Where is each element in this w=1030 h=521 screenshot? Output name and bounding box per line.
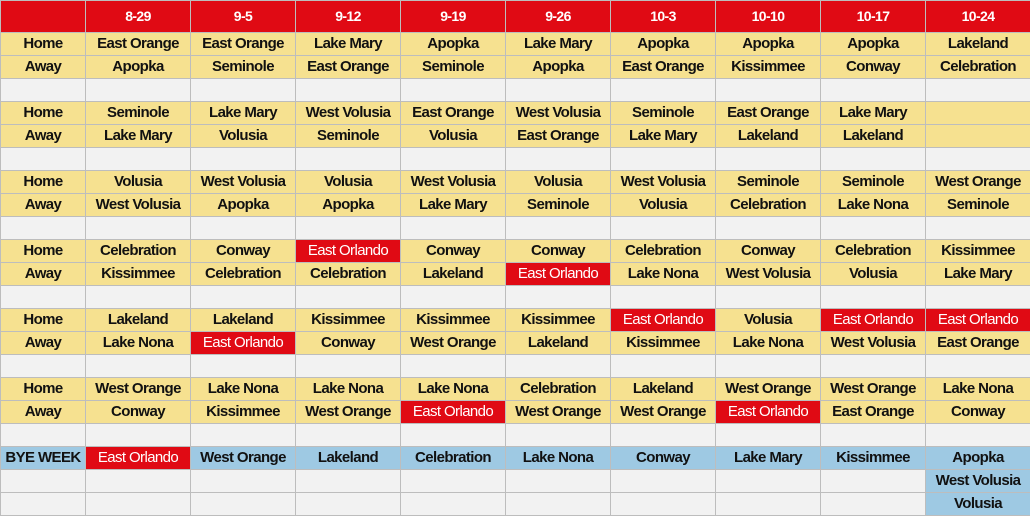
team-cell: Lake Mary (191, 102, 296, 125)
team-cell: East Orlando (401, 401, 506, 424)
empty-cell (296, 79, 401, 102)
empty-cell (716, 355, 821, 378)
empty-cell (1, 148, 86, 171)
team-cell: Lake Mary (296, 33, 401, 56)
row-label: Home (1, 240, 86, 263)
team-cell: Lakeland (611, 378, 716, 401)
week-date-header: 9-19 (401, 1, 506, 33)
team-cell: West Volusia (821, 332, 926, 355)
team-cell: East Orange (611, 56, 716, 79)
empty-cell (296, 493, 401, 516)
team-cell: Lake Mary (821, 102, 926, 125)
bye-week-row (1, 493, 1030, 516)
empty-cell (506, 493, 611, 516)
empty-cell (926, 355, 1030, 378)
week-date-header: 9-12 (296, 1, 401, 33)
team-cell: Lake Nona (296, 378, 401, 401)
empty-cell (926, 125, 1030, 148)
team-cell: Seminole (401, 56, 506, 79)
empty-cell (296, 148, 401, 171)
team-cell: Conway (716, 240, 821, 263)
row-label: Home (1, 309, 86, 332)
empty-cell (86, 148, 191, 171)
empty-cell (86, 424, 191, 447)
empty-cell (611, 470, 716, 493)
empty-cell (86, 355, 191, 378)
team-cell: East Orlando (296, 240, 401, 263)
team-cell: Kissimmee (401, 309, 506, 332)
team-cell: Lakeland (926, 33, 1030, 56)
row-label: Away (1, 194, 86, 217)
empty-cell (296, 286, 401, 309)
team-cell: Lakeland (821, 125, 926, 148)
empty-cell (611, 79, 716, 102)
empty-cell (1, 424, 86, 447)
week-date-header: 9-26 (506, 1, 611, 33)
team-cell: East Orlando (86, 447, 191, 470)
empty-cell (716, 286, 821, 309)
team-cell: West Volusia (86, 194, 191, 217)
empty-cell (926, 217, 1030, 240)
team-cell: Lake Nona (401, 378, 506, 401)
home-row (1, 378, 1030, 401)
week-date-header: 9-5 (191, 1, 296, 33)
empty-cell (611, 493, 716, 516)
row-label (1, 470, 86, 493)
row-label: Away (1, 263, 86, 286)
team-cell: Conway (926, 401, 1030, 424)
empty-cell (296, 217, 401, 240)
empty-cell (611, 217, 716, 240)
team-cell: Kissimmee (191, 401, 296, 424)
team-cell: Conway (401, 240, 506, 263)
away-row (1, 263, 1030, 286)
empty-cell (296, 424, 401, 447)
empty-cell (611, 424, 716, 447)
team-cell: West Orange (506, 401, 611, 424)
team-cell: Celebration (821, 240, 926, 263)
team-cell: Lakeland (716, 125, 821, 148)
empty-cell (191, 79, 296, 102)
week-date-header: 10-3 (611, 1, 716, 33)
week-date-header: 10-10 (716, 1, 821, 33)
team-cell: East Orange (191, 33, 296, 56)
team-cell: Apopka (821, 33, 926, 56)
empty-cell (716, 148, 821, 171)
team-cell: Kissimmee (86, 263, 191, 286)
team-cell: West Volusia (611, 171, 716, 194)
empty-cell (86, 493, 191, 516)
team-cell: Lakeland (86, 309, 191, 332)
team-cell: Lake Mary (611, 125, 716, 148)
team-cell: West Volusia (191, 171, 296, 194)
empty-cell (86, 286, 191, 309)
team-cell: Lakeland (401, 263, 506, 286)
empty-cell (506, 355, 611, 378)
team-cell: Lake Nona (86, 332, 191, 355)
empty-cell (716, 493, 821, 516)
schedule-body (1, 33, 1030, 516)
empty-cell (191, 470, 296, 493)
team-cell: Lake Nona (191, 378, 296, 401)
team-cell: Lake Nona (506, 447, 611, 470)
empty-cell (926, 424, 1030, 447)
team-cell: West Volusia (401, 171, 506, 194)
team-cell: East Orlando (506, 263, 611, 286)
empty-cell (1, 355, 86, 378)
empty-cell (506, 79, 611, 102)
team-cell: West Volusia (296, 102, 401, 125)
empty-cell (716, 217, 821, 240)
team-cell: Celebration (506, 378, 611, 401)
home-row (1, 171, 1030, 194)
row-label: Home (1, 171, 86, 194)
row-label: Home (1, 33, 86, 56)
empty-cell (821, 470, 926, 493)
empty-cell (401, 286, 506, 309)
empty-cell (191, 424, 296, 447)
team-cell: Kissimmee (296, 309, 401, 332)
team-cell: West Orange (191, 447, 296, 470)
team-cell: West Orange (821, 378, 926, 401)
team-cell: Conway (821, 56, 926, 79)
team-cell: East Orange (86, 33, 191, 56)
team-cell: Lake Mary (926, 263, 1030, 286)
team-cell: Volusia (611, 194, 716, 217)
team-cell: Kissimmee (716, 56, 821, 79)
team-cell: Kissimmee (821, 447, 926, 470)
empty-cell (506, 470, 611, 493)
team-cell: Celebration (191, 263, 296, 286)
team-cell: Conway (191, 240, 296, 263)
team-cell: Apopka (191, 194, 296, 217)
team-cell: Conway (296, 332, 401, 355)
team-cell: Apopka (296, 194, 401, 217)
team-cell: Apopka (926, 447, 1030, 470)
team-cell: Seminole (716, 171, 821, 194)
team-cell: Lake Mary (401, 194, 506, 217)
team-cell: Kissimmee (926, 240, 1030, 263)
empty-cell (191, 286, 296, 309)
empty-cell (926, 79, 1030, 102)
team-cell: Seminole (296, 125, 401, 148)
row-label: Away (1, 56, 86, 79)
team-cell: West Orange (716, 378, 821, 401)
team-cell: West Orange (926, 171, 1030, 194)
team-cell: Seminole (821, 171, 926, 194)
team-cell: Volusia (506, 171, 611, 194)
row-label: Home (1, 378, 86, 401)
empty-cell (611, 286, 716, 309)
team-cell: Lake Nona (926, 378, 1030, 401)
team-cell: Volusia (926, 493, 1030, 516)
team-cell: Lake Nona (821, 194, 926, 217)
team-cell: East Orlando (821, 309, 926, 332)
team-cell: Apopka (716, 33, 821, 56)
empty-cell (191, 355, 296, 378)
row-label: BYE WEEK (1, 447, 86, 470)
team-cell: Seminole (611, 102, 716, 125)
bye-week-row (1, 447, 1030, 470)
spacer-row (1, 217, 1030, 240)
team-cell: Volusia (821, 263, 926, 286)
empty-cell (86, 470, 191, 493)
team-cell: Lakeland (191, 309, 296, 332)
team-cell: Seminole (506, 194, 611, 217)
empty-cell (191, 148, 296, 171)
empty-cell (1, 286, 86, 309)
empty-cell (821, 355, 926, 378)
team-cell: Celebration (716, 194, 821, 217)
empty-cell (296, 470, 401, 493)
bye-week-row (1, 470, 1030, 493)
team-cell: Celebration (926, 56, 1030, 79)
team-cell: West Orange (296, 401, 401, 424)
empty-cell (506, 217, 611, 240)
team-cell: Volusia (86, 171, 191, 194)
team-cell: Apopka (611, 33, 716, 56)
empty-cell (821, 493, 926, 516)
away-row (1, 332, 1030, 355)
team-cell: East Orlando (611, 309, 716, 332)
team-cell: Kissimmee (506, 309, 611, 332)
team-cell: Celebration (296, 263, 401, 286)
empty-cell (821, 286, 926, 309)
team-cell: East Orlando (716, 401, 821, 424)
team-cell: East Orange (506, 125, 611, 148)
row-label: Away (1, 332, 86, 355)
row-label (1, 493, 86, 516)
empty-cell (401, 217, 506, 240)
team-cell: East Orange (401, 102, 506, 125)
team-cell: East Orange (926, 332, 1030, 355)
team-cell: Seminole (191, 56, 296, 79)
empty-cell (401, 148, 506, 171)
team-cell: Lake Nona (716, 332, 821, 355)
empty-cell (401, 424, 506, 447)
team-cell: East Orange (821, 401, 926, 424)
header-corner-cell (1, 1, 86, 33)
empty-cell (926, 286, 1030, 309)
empty-cell (506, 286, 611, 309)
empty-cell (821, 424, 926, 447)
team-cell: Lakeland (506, 332, 611, 355)
team-cell: Volusia (716, 309, 821, 332)
away-row (1, 194, 1030, 217)
spacer-row (1, 286, 1030, 309)
team-cell: Kissimmee (611, 332, 716, 355)
team-cell: East Orange (716, 102, 821, 125)
team-cell: Lake Mary (86, 125, 191, 148)
empty-cell (716, 79, 821, 102)
home-row (1, 240, 1030, 263)
row-label: Away (1, 401, 86, 424)
empty-cell (716, 470, 821, 493)
team-cell: Apopka (86, 56, 191, 79)
team-cell: Lakeland (296, 447, 401, 470)
team-cell: Apopka (401, 33, 506, 56)
empty-cell (716, 424, 821, 447)
team-cell: Volusia (401, 125, 506, 148)
team-cell: West Orange (86, 378, 191, 401)
team-cell: Lake Mary (716, 447, 821, 470)
empty-cell (611, 355, 716, 378)
empty-cell (506, 424, 611, 447)
empty-cell (821, 79, 926, 102)
week-date-header: 8-29 (86, 1, 191, 33)
team-cell: West Orange (611, 401, 716, 424)
empty-cell (506, 148, 611, 171)
team-cell: Seminole (926, 194, 1030, 217)
team-cell: Volusia (296, 171, 401, 194)
empty-cell (401, 470, 506, 493)
team-cell: West Volusia (506, 102, 611, 125)
team-cell: Apopka (506, 56, 611, 79)
empty-cell (191, 217, 296, 240)
home-row (1, 309, 1030, 332)
empty-cell (86, 217, 191, 240)
empty-cell (1, 79, 86, 102)
header-row (1, 1, 1030, 33)
spacer-row (1, 355, 1030, 378)
row-label: Home (1, 102, 86, 125)
team-cell: East Orlando (191, 332, 296, 355)
away-row (1, 56, 1030, 79)
team-cell: East Orlando (926, 309, 1030, 332)
team-cell: Celebration (611, 240, 716, 263)
spacer-row (1, 79, 1030, 102)
team-cell: East Orange (296, 56, 401, 79)
empty-cell (926, 102, 1030, 125)
away-row (1, 125, 1030, 148)
empty-cell (611, 148, 716, 171)
empty-cell (296, 355, 401, 378)
spacer-row (1, 424, 1030, 447)
team-cell: Celebration (401, 447, 506, 470)
home-row (1, 33, 1030, 56)
empty-cell (821, 217, 926, 240)
row-label: Away (1, 125, 86, 148)
team-cell: Conway (506, 240, 611, 263)
team-cell: Conway (86, 401, 191, 424)
team-cell: Celebration (86, 240, 191, 263)
empty-cell (401, 493, 506, 516)
team-cell: West Volusia (716, 263, 821, 286)
empty-cell (86, 79, 191, 102)
empty-cell (1, 217, 86, 240)
team-cell: Lake Nona (611, 263, 716, 286)
team-cell: Lake Mary (506, 33, 611, 56)
week-date-header: 10-24 (926, 1, 1030, 33)
week-date-header: 10-17 (821, 1, 926, 33)
team-cell: West Volusia (926, 470, 1030, 493)
empty-cell (926, 148, 1030, 171)
empty-cell (821, 148, 926, 171)
home-row (1, 102, 1030, 125)
empty-cell (401, 355, 506, 378)
away-row (1, 401, 1030, 424)
empty-cell (191, 493, 296, 516)
team-cell: Conway (611, 447, 716, 470)
spacer-row (1, 148, 1030, 171)
empty-cell (401, 79, 506, 102)
team-cell: Seminole (86, 102, 191, 125)
team-cell: West Orange (401, 332, 506, 355)
team-cell: Volusia (191, 125, 296, 148)
